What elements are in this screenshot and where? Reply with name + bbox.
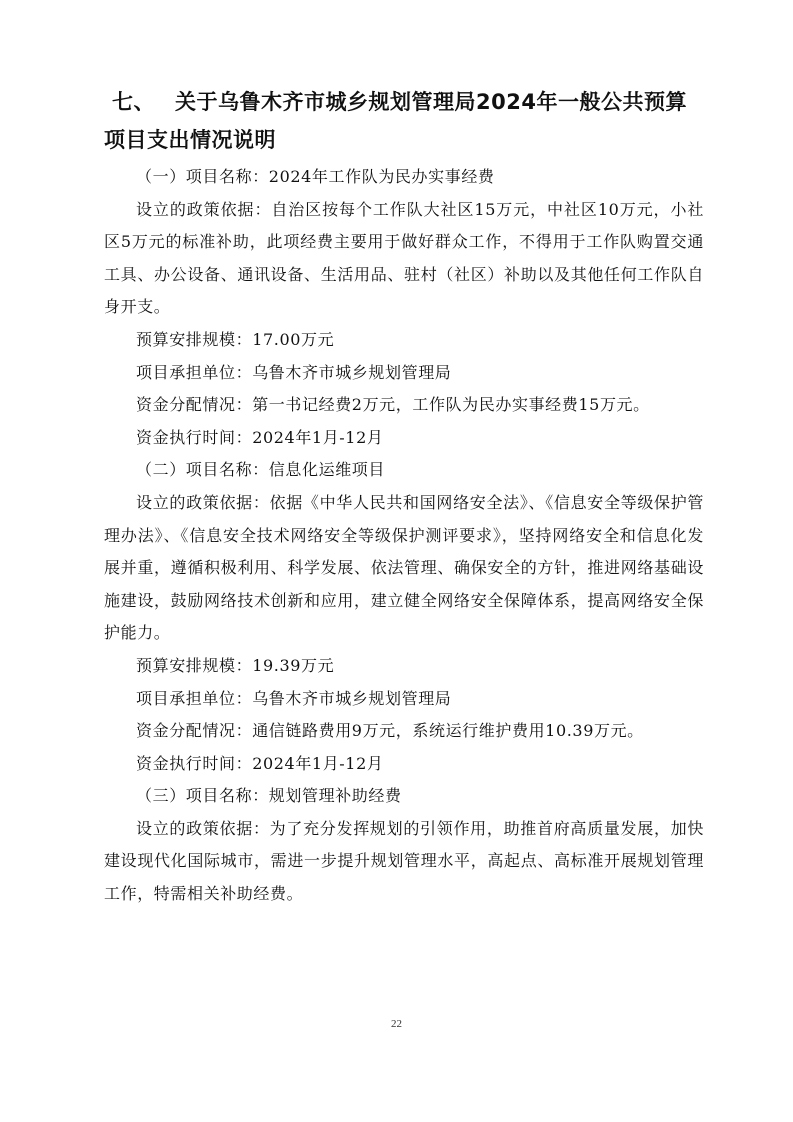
section-heading <box>104 83 704 159</box>
project-1-undertaking-unit: 项目承担单位：乌鲁木齐市城乡规划管理局 <box>136 362 452 382</box>
project-2-budget-scale: 预算安排规模：19.39万元 <box>136 655 335 675</box>
project-1-budget-scale: 预算安排规模：17.00万元 <box>136 329 335 349</box>
project-1-name: （一）项目名称：2024年工作队为民办实事经费 <box>136 167 495 186</box>
project-1-execution-time: 资金执行时间：2024年1月-12月 <box>136 427 384 447</box>
project-2-execution-time: 资金执行时间：2024年1月-12月 <box>136 753 384 773</box>
project-3-name: （三）项目名称：规划管理补助经费 <box>136 786 402 806</box>
project-3-policy-basis: 设立的政策依据：为了充分发挥规划的引领作用，助推首府高质量发展，加快建设现代化国际城市，需进一步提升规划管理水平，高起点、高标准开展规划管理工作，特需相关补助经费。 <box>104 818 704 904</box>
section-number: 七、 <box>112 90 155 114</box>
section-title: 关于乌鲁木齐市城乡规划管理局2024年一般公共预算项目支出情况说明 <box>104 90 687 152</box>
project-1-fund-allocation: 资金分配情况：第一书记经费2万元，工作队为民办实事经费15万元。 <box>136 395 650 415</box>
project-1-policy-basis: 设立的政策依据：自治区按每个工作队大社区15万元，中社区10万元，小社区5万元的标准补助，此项经费主要用于做好群众工作，不得用于工作队购置交通工具、办公设备、通讯设备、生活用品、驻村（社区）补助以及其他任何工作队自身开支。 <box>104 199 704 317</box>
project-2-name: （二）项目名称：信息化运维项目 <box>136 460 386 480</box>
project-2-policy-basis: 设立的政策依据：依据《中华人民共和国网络安全法》、《信息安全等级保护管理办法》、《信息安全技术网络安全等级保护测评要求》，坚持网络安全和信息化发展并重，遵循积极利用、科学发展、依法管理、确保安全的方针，推进网络基础设施建设，鼓励网络技术创新和应用，建立健全网络安全保障体系，提高网络安全保护能力。 <box>104 492 704 643</box>
document-body <box>104 161 704 911</box>
page-number: 22 <box>391 1018 402 1030</box>
project-2-fund-allocation: 资金分配情况：通信链路费用9万元，系统运行维护费用10.39万元。 <box>136 721 644 741</box>
project-2-undertaking-unit: 项目承担单位：乌鲁木齐市城乡规划管理局 <box>136 688 452 708</box>
